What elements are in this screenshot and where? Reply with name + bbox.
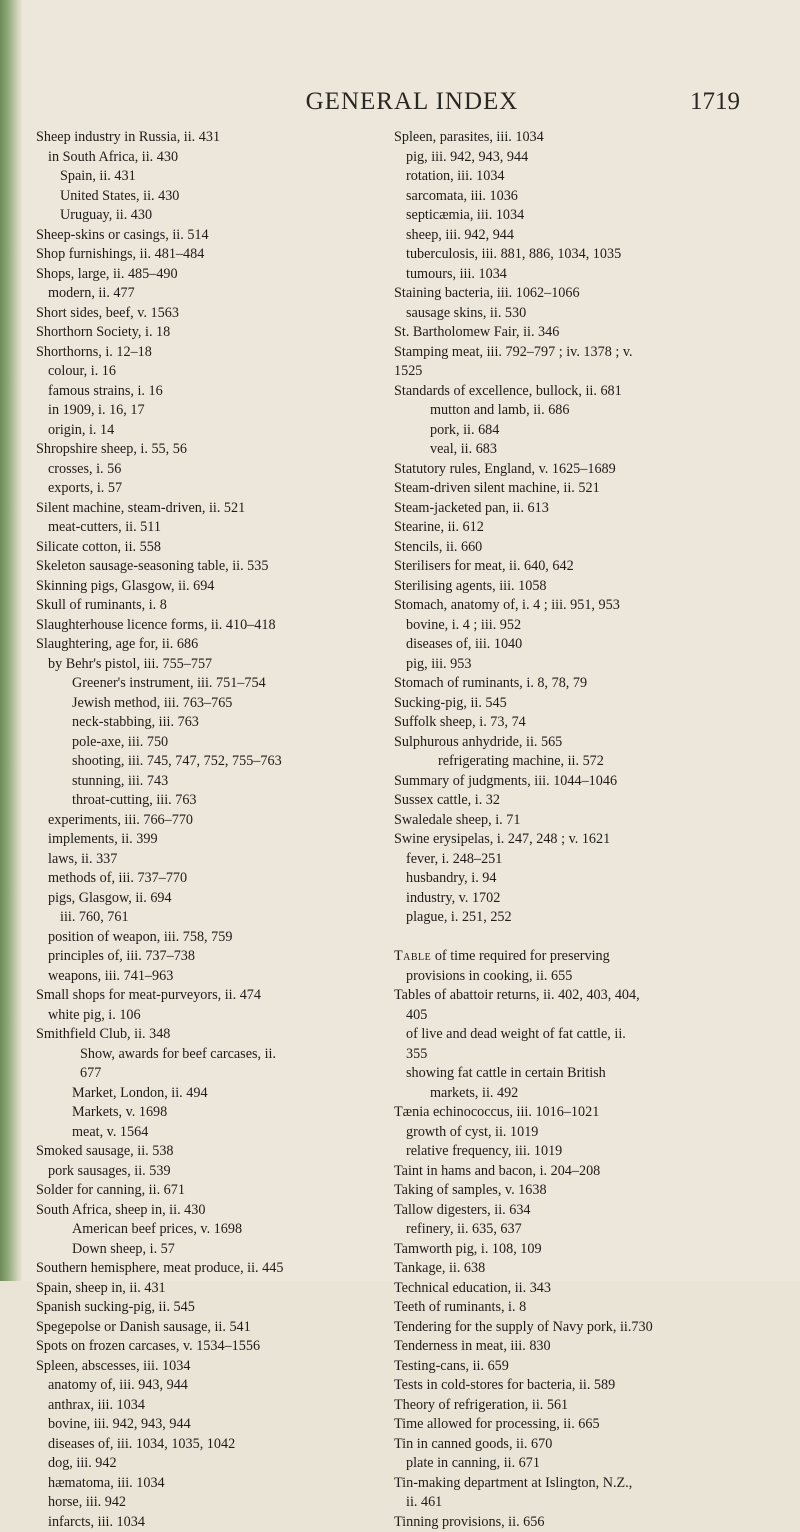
index-entry: by Behr's pistol, iii. 755–757 bbox=[36, 655, 378, 675]
index-entry: provisions in cooking, ii. 655 bbox=[394, 967, 736, 987]
index-entry: Stomach of ruminants, i. 8, 78, 79 bbox=[394, 674, 736, 694]
index-entry: pig, iii. 942, 943, 944 bbox=[394, 148, 736, 168]
index-entry: neck-stabbing, iii. 763 bbox=[36, 713, 378, 733]
index-entry: exports, i. 57 bbox=[36, 479, 378, 499]
index-entry: modern, ii. 477 bbox=[36, 284, 378, 304]
index-entry: crosses, i. 56 bbox=[36, 460, 378, 480]
index-entry: husbandry, i. 94 bbox=[394, 869, 736, 889]
index-entry: anatomy of, iii. 943, 944 bbox=[36, 1376, 378, 1396]
index-entry: throat-cutting, iii. 763 bbox=[36, 791, 378, 811]
index-entry: Greener's instrument, iii. 751–754 bbox=[36, 674, 378, 694]
index-entry: Technical education, ii. 343 bbox=[394, 1279, 736, 1299]
index-entry: Sheep-skins or casings, ii. 514 bbox=[36, 226, 378, 246]
index-entry: Uruguay, ii. 430 bbox=[36, 206, 378, 226]
index-entry: Market, London, ii. 494 bbox=[36, 1084, 378, 1104]
index-entry: mutton and lamb, ii. 686 bbox=[394, 401, 736, 421]
index-entry: growth of cyst, ii. 1019 bbox=[394, 1123, 736, 1143]
index-entry: Sterilising agents, iii. 1058 bbox=[394, 577, 736, 597]
index-entry: Spots on frozen carcases, v. 1534–1556 bbox=[36, 1337, 378, 1357]
index-entry: Suffolk sheep, i. 73, 74 bbox=[394, 713, 736, 733]
index-entry: bovine, i. 4 ; iii. 952 bbox=[394, 616, 736, 636]
index-entry: Stencils, ii. 660 bbox=[394, 538, 736, 558]
index-entry: weapons, iii. 741–963 bbox=[36, 967, 378, 987]
index-entry: Spain, ii. 431 bbox=[36, 167, 378, 187]
page-header bbox=[22, 88, 800, 128]
index-column-left bbox=[36, 128, 378, 1208]
index-entry: Tenderness in meat, iii. 830 bbox=[394, 1337, 736, 1357]
index-entry: Smoked sausage, ii. 538 bbox=[36, 1142, 378, 1162]
index-entry: 677 bbox=[36, 1064, 378, 1084]
index-entry: tumours, iii. 1034 bbox=[394, 265, 736, 285]
index-entry: Spleen, abscesses, iii. 1034 bbox=[36, 1357, 378, 1377]
index-entry: showing fat cattle in certain British bbox=[394, 1064, 736, 1084]
index-entry: 1525 bbox=[394, 362, 736, 382]
index-entry: veal, ii. 683 bbox=[394, 440, 736, 460]
index-entry: Smithfield Club, ii. 348 bbox=[36, 1025, 378, 1045]
index-entry: Silicate cotton, ii. 558 bbox=[36, 538, 378, 558]
index-entry: markets, ii. 492 bbox=[394, 1084, 736, 1104]
index-entry: horse, iii. 942 bbox=[36, 1493, 378, 1513]
index-entry: diseases of, iii. 1034, 1035, 1042 bbox=[36, 1435, 378, 1455]
index-entry: Sulphurous anhydride, ii. 565 bbox=[394, 733, 736, 753]
index-entry: Theory of refrigeration, ii. 561 bbox=[394, 1396, 736, 1416]
index-entry: Shop furnishings, ii. 481–484 bbox=[36, 245, 378, 265]
index-entry: Skinning pigs, Glasgow, ii. 694 bbox=[36, 577, 378, 597]
index-entry: position of weapon, iii. 758, 759 bbox=[36, 928, 378, 948]
index-entry: origin, i. 14 bbox=[36, 421, 378, 441]
index-entry: Spleen, parasites, iii. 1034 bbox=[394, 128, 736, 148]
index-entry: sausage skins, ii. 530 bbox=[394, 304, 736, 324]
index-page bbox=[22, 0, 800, 1281]
index-entry: Stearine, ii. 612 bbox=[394, 518, 736, 538]
index-entry: hæmatoma, iii. 1034 bbox=[36, 1474, 378, 1494]
index-entry: industry, v. 1702 bbox=[394, 889, 736, 909]
index-entry: Tænia echinococcus, iii. 1016–1021 bbox=[394, 1103, 736, 1123]
index-entry: diseases of, iii. 1040 bbox=[394, 635, 736, 655]
index-entry: Skeleton sausage-seasoning table, ii. 535 bbox=[36, 557, 378, 577]
index-entry: plague, i. 251, 252 bbox=[394, 908, 736, 928]
index-entry: Steam-driven silent machine, ii. 521 bbox=[394, 479, 736, 499]
index-entry: Teeth of ruminants, i. 8 bbox=[394, 1298, 736, 1318]
index-entry: colour, i. 16 bbox=[36, 362, 378, 382]
index-entry: Markets, v. 1698 bbox=[36, 1103, 378, 1123]
index-entry: pork, ii. 684 bbox=[394, 421, 736, 441]
index-entry: Sucking-pig, ii. 545 bbox=[394, 694, 736, 714]
index-entry: Shropshire sheep, i. 55, 56 bbox=[36, 440, 378, 460]
index-entry: rotation, iii. 1034 bbox=[394, 167, 736, 187]
index-entry: anthrax, iii. 1034 bbox=[36, 1396, 378, 1416]
index-entry: Skull of ruminants, i. 8 bbox=[36, 596, 378, 616]
index-entry: refinery, ii. 635, 637 bbox=[394, 1220, 736, 1240]
index-entry: experiments, iii. 766–770 bbox=[36, 811, 378, 831]
index-entry: Table of time required for preserving bbox=[394, 947, 736, 967]
index-entry: infarcts, iii. 1034 bbox=[36, 1513, 378, 1532]
index-entry: Down sheep, i. 57 bbox=[36, 1240, 378, 1260]
index-entry: Taking of samples, v. 1638 bbox=[394, 1181, 736, 1201]
index-entry: Steam-jacketed pan, ii. 613 bbox=[394, 499, 736, 519]
index-entry: refrigerating machine, ii. 572 bbox=[394, 752, 736, 772]
index-entry: pig, iii. 953 bbox=[394, 655, 736, 675]
index-entry: Stamping meat, iii. 792–797 ; iv. 1378 ; v. bbox=[394, 343, 736, 363]
index-entry: shooting, iii. 745, 747, 752, 755–763 bbox=[36, 752, 378, 772]
index-entry: Shorthorn Society, i. 18 bbox=[36, 323, 378, 343]
index-entry: meat, v. 1564 bbox=[36, 1123, 378, 1143]
index-entry: Tin in canned goods, ii. 670 bbox=[394, 1435, 736, 1455]
index-entry: Swine erysipelas, i. 247, 248 ; v. 1621 bbox=[394, 830, 736, 850]
index-entry: pork sausages, ii. 539 bbox=[36, 1162, 378, 1182]
index-entry: Summary of judgments, iii. 1044–1046 bbox=[394, 772, 736, 792]
index-entry: Tests in cold-stores for bacteria, ii. 589 bbox=[394, 1376, 736, 1396]
index-entry: methods of, iii. 737–770 bbox=[36, 869, 378, 889]
index-entry: 355 bbox=[394, 1045, 736, 1065]
index-column-right bbox=[394, 128, 736, 1208]
index-entry: United States, ii. 430 bbox=[36, 187, 378, 207]
index-entry: laws, ii. 337 bbox=[36, 850, 378, 870]
index-entry: pole-axe, iii. 750 bbox=[36, 733, 378, 753]
index-entry: South Africa, sheep in, ii. 430 bbox=[36, 1201, 378, 1221]
index-entry: Tallow digesters, ii. 634 bbox=[394, 1201, 736, 1221]
index-entry: ii. 461 bbox=[394, 1493, 736, 1513]
index-entry: Spegepolse or Danish sausage, ii. 541 bbox=[36, 1318, 378, 1338]
index-entry: Show, awards for beef carcases, ii. bbox=[36, 1045, 378, 1065]
index-entry: St. Bartholomew Fair, ii. 346 bbox=[394, 323, 736, 343]
page-number: 1719 bbox=[690, 88, 740, 116]
index-entry: Slaughtering, age for, ii. 686 bbox=[36, 635, 378, 655]
index-entry: Jewish method, iii. 763–765 bbox=[36, 694, 378, 714]
index-entry: dog, iii. 942 bbox=[36, 1454, 378, 1474]
index-entry: Shops, large, ii. 485–490 bbox=[36, 265, 378, 285]
index-entry: in 1909, i. 16, 17 bbox=[36, 401, 378, 421]
index-entry: Stomach, anatomy of, i. 4 ; iii. 951, 953 bbox=[394, 596, 736, 616]
index-entry: in South Africa, ii. 430 bbox=[36, 148, 378, 168]
index-entry: Standards of excellence, bullock, ii. 681 bbox=[394, 382, 736, 402]
index-entry: Tendering for the supply of Navy pork, ii.730 bbox=[394, 1318, 736, 1338]
book-binding-edge bbox=[0, 0, 22, 1281]
index-entry: pigs, Glasgow, ii. 694 bbox=[36, 889, 378, 909]
index-entry: Sheep industry in Russia, ii. 431 bbox=[36, 128, 378, 148]
index-entry: Southern hemisphere, meat produce, ii. 445 bbox=[36, 1259, 378, 1279]
index-entry: Small shops for meat-purveyors, ii. 474 bbox=[36, 986, 378, 1006]
index-entry: Shorthorns, i. 12–18 bbox=[36, 343, 378, 363]
index-entry: Tamworth pig, i. 108, 109 bbox=[394, 1240, 736, 1260]
index-entry: stunning, iii. 743 bbox=[36, 772, 378, 792]
index-entry: Testing-cans, ii. 659 bbox=[394, 1357, 736, 1377]
index-entry: implements, ii. 399 bbox=[36, 830, 378, 850]
index-entry: septicæmia, iii. 1034 bbox=[394, 206, 736, 226]
index-entry: principles of, iii. 737–738 bbox=[36, 947, 378, 967]
index-entry: Taint in hams and bacon, i. 204–208 bbox=[394, 1162, 736, 1182]
index-entry: fever, i. 248–251 bbox=[394, 850, 736, 870]
index-entry: Spain, sheep in, ii. 431 bbox=[36, 1279, 378, 1299]
index-entry: Silent machine, steam-driven, ii. 521 bbox=[36, 499, 378, 519]
index-entry: tuberculosis, iii. 881, 886, 1034, 1035 bbox=[394, 245, 736, 265]
index-entry: Short sides, beef, v. 1563 bbox=[36, 304, 378, 324]
index-entry: Time allowed for processing, ii. 665 bbox=[394, 1415, 736, 1435]
index-entry: Tables of abattoir returns, ii. 402, 403, 404, bbox=[394, 986, 736, 1006]
index-entry: Tinning provisions, ii. 656 bbox=[394, 1513, 736, 1532]
index-entry: Solder for canning, ii. 671 bbox=[36, 1181, 378, 1201]
index-entry: white pig, i. 106 bbox=[36, 1006, 378, 1026]
index-entry: 405 bbox=[394, 1006, 736, 1026]
page-title: GENERAL INDEX bbox=[242, 88, 582, 116]
index-entry: Tankage, ii. 638 bbox=[394, 1259, 736, 1279]
index-entry: iii. 760, 761 bbox=[36, 908, 378, 928]
index-entry: Sterilisers for meat, ii. 640, 642 bbox=[394, 557, 736, 577]
index-entry: Statutory rules, England, v. 1625–1689 bbox=[394, 460, 736, 480]
index-entry: relative frequency, iii. 1019 bbox=[394, 1142, 736, 1162]
index-entry: meat-cutters, ii. 511 bbox=[36, 518, 378, 538]
index-entry: bovine, iii. 942, 943, 944 bbox=[36, 1415, 378, 1435]
index-entry: Tin-making department at Islington, N.Z., bbox=[394, 1474, 736, 1494]
index-entry: American beef prices, v. 1698 bbox=[36, 1220, 378, 1240]
index-entry: Staining bacteria, iii. 1062–1066 bbox=[394, 284, 736, 304]
index-entry: sarcomata, iii. 1036 bbox=[394, 187, 736, 207]
index-entry: Sussex cattle, i. 32 bbox=[394, 791, 736, 811]
index-entry: Slaughterhouse licence forms, ii. 410–418 bbox=[36, 616, 378, 636]
index-entry: Spanish sucking-pig, ii. 545 bbox=[36, 1298, 378, 1318]
index-entry: Swaledale sheep, i. 71 bbox=[394, 811, 736, 831]
index-entry: famous strains, i. 16 bbox=[36, 382, 378, 402]
index-entry: plate in canning, ii. 671 bbox=[394, 1454, 736, 1474]
index-entry: sheep, iii. 942, 944 bbox=[394, 226, 736, 246]
index-entry bbox=[394, 928, 736, 948]
index-entry: of live and dead weight of fat cattle, ii. bbox=[394, 1025, 736, 1045]
